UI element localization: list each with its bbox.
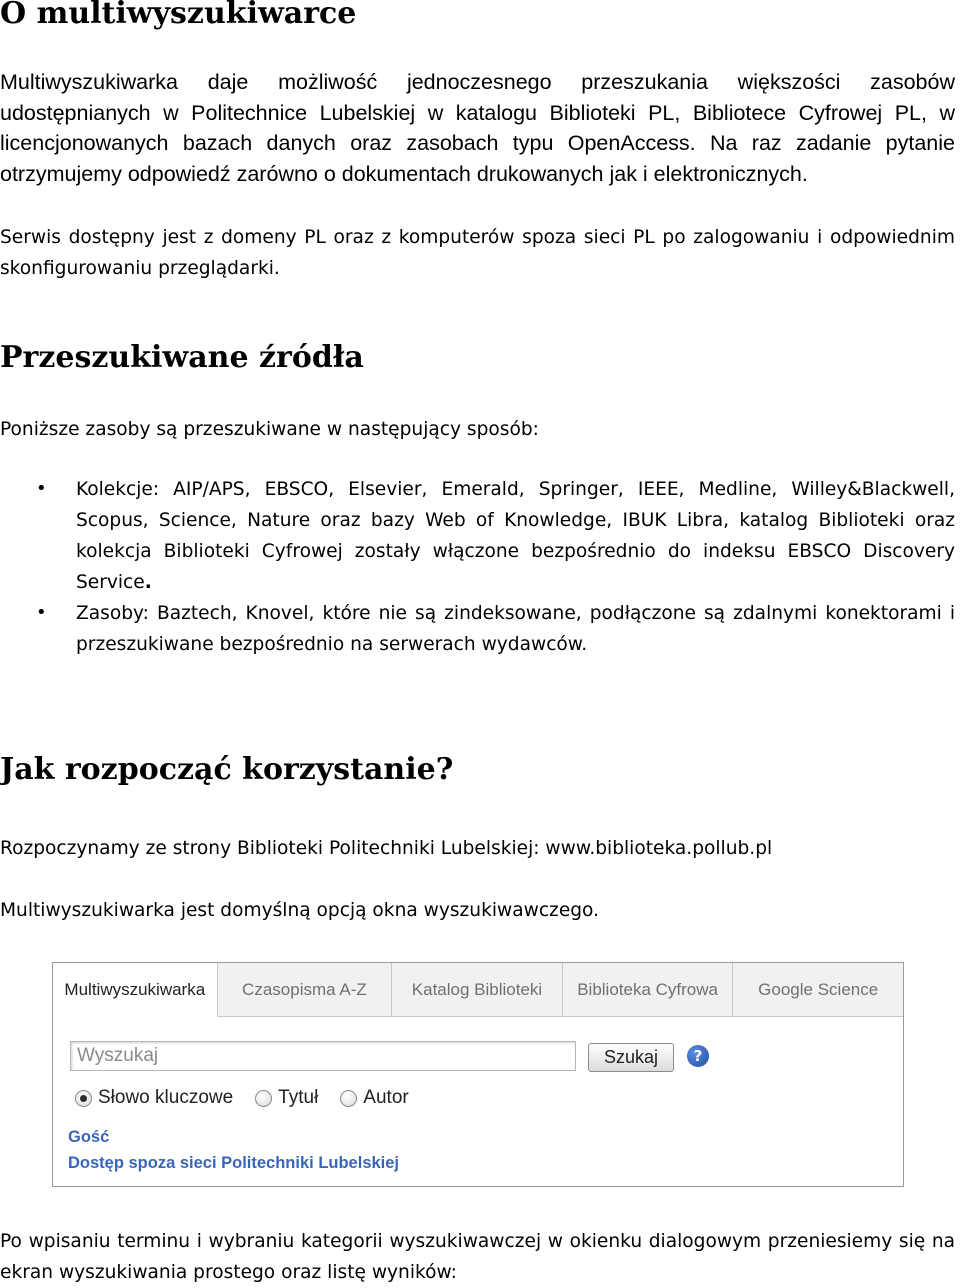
tab-czasopisma[interactable]: Czasopisma A-Z	[218, 963, 393, 1016]
section-title-about: O multiwyszukiwarce	[0, 0, 357, 31]
radio-keyword[interactable]	[75, 1090, 92, 1107]
sources-bullet-1	[76, 474, 955, 598]
start-paragraph-1: Rozpoczynamy ze strony Biblioteki Politechniki Lubelskiej: www.biblioteka.pollub.pl	[0, 838, 773, 859]
bullet-dot: •	[36, 602, 47, 623]
search-type-options	[75, 1087, 431, 1109]
radio-title[interactable]	[255, 1090, 272, 1107]
sources-intro: Poniższe zasoby są przeszukiwane w następujący sposób:	[0, 419, 539, 440]
section-title-sources: Przeszukiwane źródła	[0, 340, 364, 375]
tab-katalog-biblioteki[interactable]: Katalog Biblioteki	[392, 963, 563, 1016]
sources-bullet-2: Zasoby: Baztech, Knovel, które nie są zindeksowane, podłączone są zdalnymi konektorami i przeszukiwane bezpośrednio na serwerach wydawców.	[76, 603, 955, 655]
tab-google-science[interactable]: Google Science	[758, 979, 879, 999]
tab-biblioteka-cyfrowa[interactable]: Biblioteka Cyfrowa	[563, 963, 734, 1016]
help-icon[interactable]: ?	[687, 1045, 709, 1067]
search-button[interactable]: Szukaj	[588, 1043, 674, 1072]
start-paragraph-2: Multiwyszukiwarka jest domyślną opcją okna wyszukiwawczego.	[0, 900, 600, 921]
radio-author[interactable]	[340, 1090, 357, 1107]
radio-author-label: Autor	[363, 1087, 409, 1108]
sources-bullet-1-text: Kolekcje: AIP/APS, EBSCO, Elsevier, Emerald, Springer, IEEE, Medline, Willey&Blackwell, Scopus, Science, Nature oraz bazy Web of Knowledge, IBUK Libra, katalog Biblioteki oraz kolekcja Biblioteki Cyfrowej zostały włączone bezpośrednio do indeksu EBSCO Discovery Service	[76, 479, 955, 593]
search-tabs	[53, 963, 903, 1017]
about-paragraph-2: Serwis dostępny jest z domeny PL oraz z komputerów spoza sieci PL po zalogowaniu i odpowiednim skonfigurowaniu przeglądarki.	[0, 227, 955, 279]
about-paragraph-1: Multiwyszukiwarka daje możliwość jednoczesnego przeszukania większości zasobów udostępnianych w Politechnice Lubelskiej w katalogu Biblioteki PL, Bibliotece Cyfrowej PL, w licencjonowanych bazach danych oraz zasobach typu OpenAccess. Na raz zadanie pytanie otrzymujemy odpowiedź zarówno o dokumentach drukowanych jak i elektronicznych.	[0, 70, 955, 186]
section-title-start: Jak rozpocząć korzystanie?	[0, 752, 454, 787]
search-widget-screenshot	[52, 962, 904, 1187]
guest-link[interactable]: Gość	[68, 1128, 110, 1146]
bullet-dot: •	[36, 478, 47, 499]
offsite-access-link[interactable]: Dostęp spoza sieci Politechniki Lubelskiej	[68, 1154, 400, 1172]
radio-title-label: Tytuł	[278, 1087, 319, 1108]
sources-bullet-1-period: .	[144, 572, 152, 593]
tab-multiwyszukiwarka[interactable]: Multiwyszukiwarka	[53, 963, 218, 1017]
radio-keyword-label: Słowo kluczowe	[98, 1087, 234, 1108]
start-paragraph-3: Po wpisaniu terminu i wybraniu kategorii wyszukiwawczej w okienku dialogowym przeniesiemy się na ekran wyszukiwania prostego oraz listę wyników:	[0, 1231, 955, 1283]
search-input[interactable]	[70, 1041, 576, 1071]
